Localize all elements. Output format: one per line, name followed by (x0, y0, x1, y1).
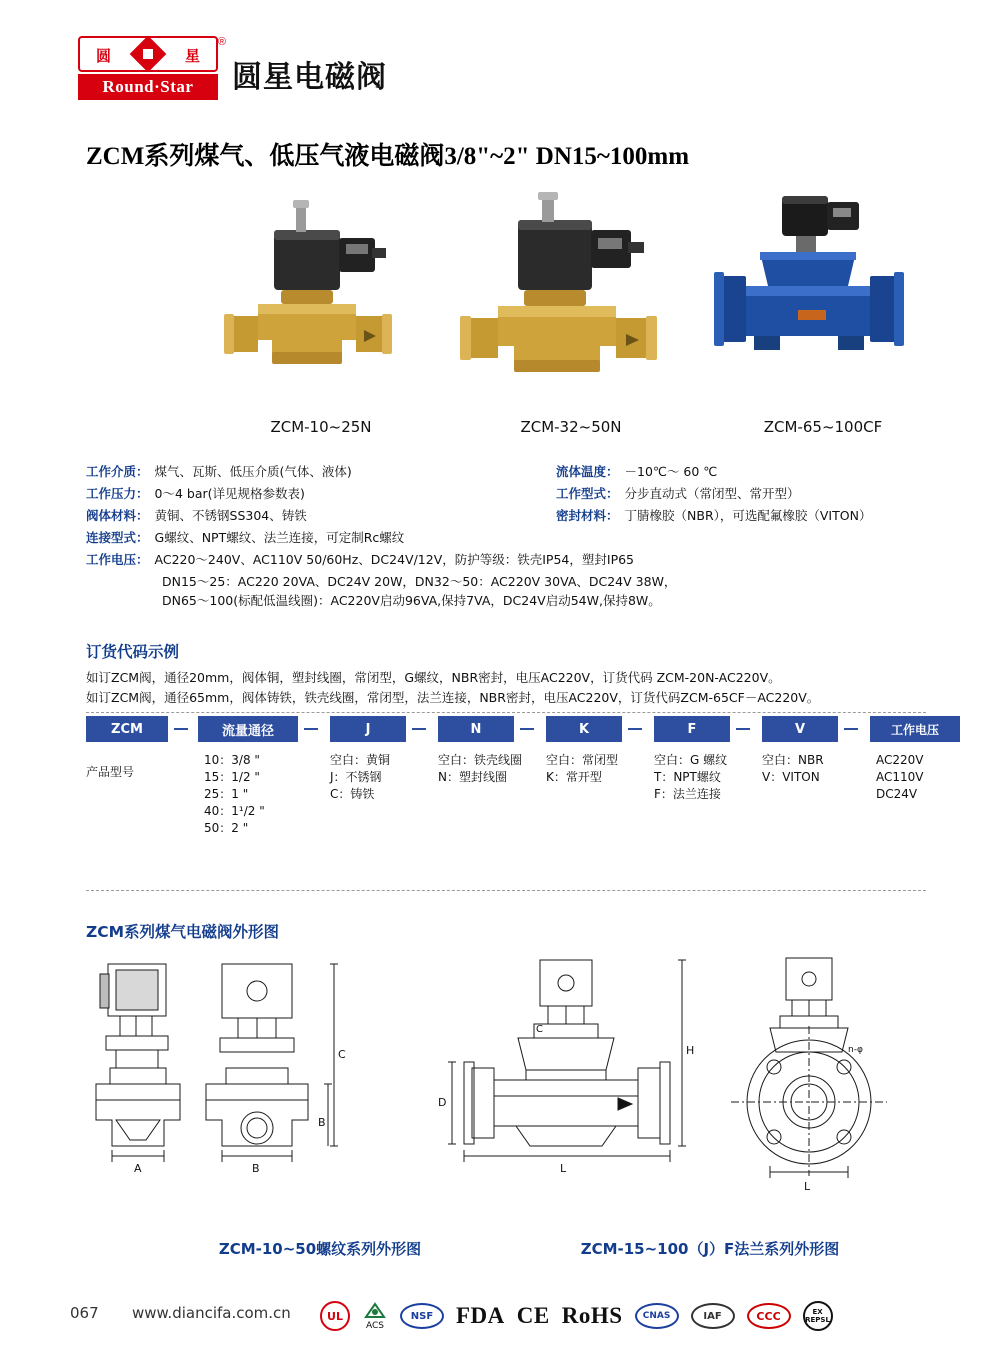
product-photo-zcm-32-50n (446, 190, 696, 436)
spec-value: AC220～240V、AC110V 50/60Hz、DC24V/12V，防护等级：铁壳IP54，塑封IP65 (154, 552, 635, 567)
spec-row (86, 462, 916, 481)
photo-caption-1: ZCM-10~25N (270, 418, 372, 436)
code-box-voltage: 工作电压 (870, 716, 960, 742)
certification-marks (320, 1290, 833, 1342)
code-desc-coil: 空白：铁壳线圈 N：塑封线圈 (438, 753, 523, 784)
order-note-line-1: 如订ZCM阀，通径20mm，阀体铜，塑封线圈，常闭型，G螺纹，NBR密封，电压AC220V，订货代码 ZCM-20N-AC220V。 (86, 670, 781, 685)
spec-value: 丁腈橡胶（NBR），可选配氟橡胶（VITON） (624, 508, 872, 523)
code-desc-voltage: AC220V AC110V DC24V (876, 753, 924, 801)
svg-text:C: C (536, 1024, 543, 1035)
spec-value: 0～4 bar(详见规格参数表) (154, 486, 305, 501)
reach-mark-icon: EX REPSL (803, 1301, 833, 1331)
ccc-mark-icon: CCC (747, 1303, 791, 1329)
photo-caption-2: ZCM-32~50N (520, 418, 622, 436)
logo-top-badge (78, 36, 226, 72)
spec-value: 分步直动式（常闭型、常开型） (624, 486, 800, 501)
logo-wordmark: Round·Star (78, 74, 218, 100)
specification-list (86, 462, 916, 610)
spec-value: 煤气、瓦斯、低压介质(气体、液体) (154, 464, 352, 479)
spec-label: 阀体材料： (86, 508, 149, 523)
outline-drawings (86, 950, 926, 1240)
code-desc-seal: 空白：NBR V：VITON (762, 753, 824, 784)
iaf-mark-icon: IAF (691, 1303, 735, 1329)
spec-label: 密封材料： (556, 508, 619, 523)
spec-row (86, 528, 916, 547)
company-logo (78, 36, 226, 102)
code-box-bore: 流量通径 (198, 716, 298, 742)
ul-mark-icon: UL (320, 1301, 350, 1331)
website-url[interactable]: www.diancifa.com.cn (132, 1304, 291, 1322)
logo-diamond-icon (130, 36, 167, 73)
spec-row (86, 550, 916, 569)
brand-name-cn: 圆星电磁阀 (232, 60, 387, 95)
registered-trademark-icon: ® (217, 36, 226, 48)
code-desc-body-mat: 空白：黄铜 J：不锈钢 C：铸铁 (330, 753, 391, 801)
spec-value: 黄铜、不锈钢SS304、铸铁 (154, 508, 307, 523)
spec-value: －10℃～ 60 ℃ (624, 464, 718, 479)
outline-section-title: ZCM系列煤气电磁阀外形图 (86, 923, 280, 941)
logo-char-right: 星 (184, 47, 200, 65)
svg-text:L: L (560, 1162, 567, 1175)
spec-row (86, 506, 916, 525)
svg-text:C: C (338, 1048, 346, 1061)
divider-bottom (86, 890, 926, 891)
voltage-continuation-line-1: DN15～25：AC220 20VA、DC24V 20W，DN32～50：AC220V 30VA、DC24V 38W， (162, 574, 677, 589)
spec-row (86, 484, 916, 503)
fda-mark-icon: FDA (456, 1303, 505, 1328)
code-box-coil: N (438, 716, 514, 742)
order-code-diagram (86, 716, 939, 876)
order-code-notes (86, 668, 926, 708)
acs-mark-icon: ACS (362, 1301, 388, 1331)
rohs-mark-icon: RoHS (561, 1303, 623, 1328)
spec-label: 流体温度： (556, 464, 619, 479)
drawing-caption-threaded: ZCM-10~50螺纹系列外形图 (218, 1240, 422, 1258)
order-note-line-2: 如订ZCM阀，通径65mm，阀体铸铁，铁壳线圈，常闭型，法兰连接，NBR密封，电压AC220V，订货代码ZCM-65CF－AC220V。 (86, 690, 820, 705)
spec-label: 工作型式： (556, 486, 619, 501)
svg-text:B: B (318, 1116, 326, 1129)
drawing-caption-flange: ZCM-15~100（J）F法兰系列外形图 (580, 1240, 840, 1258)
code-box-action: K (546, 716, 622, 742)
svg-text:L: L (804, 1180, 811, 1193)
code-desc-model: 产品型号 (86, 765, 135, 779)
spec-label: 工作压力： (86, 486, 149, 501)
svg-text:D: D (438, 1096, 447, 1109)
code-desc-bore: 10：3/8 " 15：1/2 " 25：1 " 40：1¹/2 " 50：2 " (204, 753, 265, 835)
svg-text:A: A (134, 1162, 142, 1175)
voltage-continuation-line-2: DN65～100(标配低温线圈)：AC220V启动96VA,保持7VA，DC24V启动54W,保持8W。 (162, 593, 661, 608)
code-box-connection: F (654, 716, 730, 742)
spec-value: G螺纹、NPT螺纹、法兰连接，可定制Rc螺纹 (154, 530, 405, 545)
code-desc-action: 空白：常闭型 K：常开型 (546, 753, 619, 784)
spec-label: 工作介质： (86, 464, 149, 479)
page-title: ZCM系列煤气、低压气液电磁阀3/8"~2" DN15~100mm (86, 143, 690, 170)
svg-text:H: H (686, 1044, 695, 1057)
order-code-section-title: 订货代码示例 (86, 643, 180, 661)
page-footer (0, 1290, 994, 1362)
product-photo-zcm-10-25n (196, 190, 446, 436)
page-number: 067 (70, 1304, 99, 1322)
product-photo-gallery (86, 190, 916, 440)
cnas-mark-icon: CNAS (635, 1303, 679, 1329)
photo-caption-3: ZCM-65~100CF (763, 418, 883, 436)
divider-top (86, 712, 926, 713)
ce-mark-icon: CE (516, 1303, 550, 1328)
product-photo-zcm-65-100cf (698, 190, 948, 436)
code-box-model: ZCM (86, 716, 168, 742)
spec-label: 连接型式： (86, 530, 149, 545)
svg-text:n-φ: n-φ (848, 1045, 863, 1055)
svg-text:B: B (252, 1162, 260, 1175)
page-header (0, 0, 994, 120)
spec-label: 工作电压： (86, 552, 149, 567)
code-box-body-mat: J (330, 716, 406, 742)
code-desc-connection: 空白：G 螺纹 T：NPT螺纹 F：法兰连接 (654, 753, 728, 801)
nsf-mark-icon: NSF (400, 1303, 444, 1329)
logo-char-left: 圆 (96, 47, 112, 65)
code-box-seal: V (762, 716, 838, 742)
